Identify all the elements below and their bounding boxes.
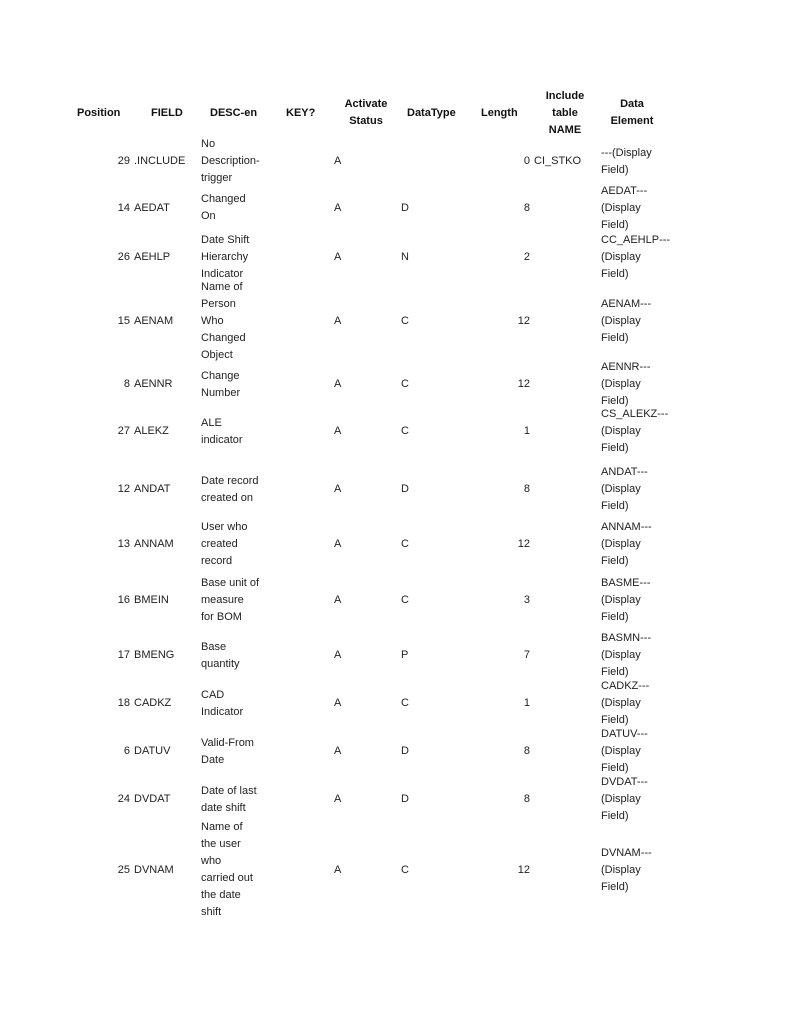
desc-line: Date record xyxy=(201,474,259,487)
element-line: Field) xyxy=(601,163,629,176)
element-cell xyxy=(601,774,681,825)
field-cell xyxy=(134,726,196,777)
header-include-line-1: Include xyxy=(545,90,585,102)
desc-line: Date of last xyxy=(201,784,257,797)
element-cell xyxy=(601,279,681,364)
desc-line: indicator xyxy=(201,433,243,446)
position-text: 8 xyxy=(123,378,130,390)
element-line: CADKZ--- xyxy=(601,680,650,692)
desc-line: the user xyxy=(201,838,241,850)
element-line: (Display xyxy=(601,251,641,263)
length-cell xyxy=(480,678,530,729)
desc-line: Changed xyxy=(201,332,246,344)
length-text: 8 xyxy=(523,483,530,495)
datatype-text: D xyxy=(401,793,409,805)
element-line: (Display xyxy=(601,649,641,661)
element-line: (Display xyxy=(601,378,641,390)
position-cell xyxy=(100,575,130,626)
length-cell xyxy=(480,774,530,825)
desc-line: Who xyxy=(201,315,224,327)
activate-cell xyxy=(334,519,354,570)
position-text: 25 xyxy=(117,863,130,876)
element-cell xyxy=(601,359,681,410)
position-cell xyxy=(100,279,130,364)
table-row xyxy=(0,630,791,681)
element-line: Field) xyxy=(601,395,629,407)
header-data-element xyxy=(602,96,662,130)
table-row xyxy=(0,406,791,457)
field-cell xyxy=(134,575,196,626)
datatype-text: C xyxy=(401,697,409,709)
length-text: 8 xyxy=(523,793,530,805)
include-cell xyxy=(534,819,594,921)
element-line: AENAM--- xyxy=(601,298,652,310)
include-cell xyxy=(534,726,594,777)
desc-line: Name of xyxy=(201,821,243,833)
desc-line: Person xyxy=(201,298,236,310)
include-cell xyxy=(534,575,594,626)
header-element-line-1: Data xyxy=(620,98,644,110)
activate-cell xyxy=(334,136,354,187)
activate-cell xyxy=(334,359,354,410)
table-row xyxy=(0,184,791,231)
element-line: Field) xyxy=(601,762,629,774)
position-text: 6 xyxy=(123,745,130,757)
element-line: AENNR--- xyxy=(601,361,651,373)
element-cell xyxy=(601,232,681,283)
datatype-cell xyxy=(401,678,421,729)
include-cell xyxy=(534,678,594,729)
element-line: DATUV--- xyxy=(601,728,648,740)
desc-line: Indicator xyxy=(201,268,244,280)
position-cell xyxy=(100,774,130,825)
desc-line: ALE xyxy=(201,416,222,429)
datatype-cell xyxy=(401,519,421,570)
desc-line: Name of xyxy=(201,281,243,293)
table-row xyxy=(0,678,791,729)
include-cell xyxy=(534,359,594,410)
desc-line: Date Shift xyxy=(201,234,250,246)
length-text: 8 xyxy=(523,201,530,214)
position-cell xyxy=(100,136,130,187)
position-text: 24 xyxy=(117,793,130,805)
element-line: BASMN--- xyxy=(601,632,652,644)
desc-line: Indicator xyxy=(201,705,244,718)
element-line: Field) xyxy=(601,442,629,454)
position-text: 16 xyxy=(117,594,130,606)
field-text: ANDAT xyxy=(134,483,171,495)
length-cell xyxy=(480,406,530,457)
activate-cell xyxy=(334,575,354,626)
datatype-text: P xyxy=(401,649,409,661)
position-text: 26 xyxy=(117,251,130,263)
position-cell xyxy=(100,678,130,729)
field-cell xyxy=(134,519,196,570)
field-cell xyxy=(134,678,196,729)
element-line: Field) xyxy=(601,810,629,822)
position-cell xyxy=(100,232,130,283)
desc-line: Base xyxy=(201,640,227,653)
field-cell xyxy=(134,136,196,187)
desc-line: for BOM xyxy=(201,611,242,623)
position-cell xyxy=(100,406,130,457)
include-cell xyxy=(534,630,594,681)
desc-cell xyxy=(201,232,273,283)
element-cell xyxy=(601,575,681,626)
table-row xyxy=(0,519,791,570)
include-text: CI_STKO xyxy=(534,155,582,167)
include-cell xyxy=(534,464,594,515)
datatype-text: N xyxy=(401,251,409,263)
desc-line: No xyxy=(201,138,216,150)
table-row xyxy=(0,359,791,410)
include-cell xyxy=(534,136,594,187)
activate-text: A xyxy=(334,155,342,167)
desc-line: the date xyxy=(201,889,241,901)
length-cell xyxy=(480,464,530,515)
datatype-cell xyxy=(401,726,421,777)
header-length: Length xyxy=(481,107,518,119)
element-line: (Display xyxy=(601,425,641,437)
activate-text: A xyxy=(334,378,342,390)
table-row xyxy=(0,774,791,825)
length-cell xyxy=(480,575,530,626)
desc-line: created xyxy=(201,538,238,550)
activate-text: A xyxy=(334,863,342,876)
element-cell xyxy=(601,726,681,777)
table-row xyxy=(0,232,791,283)
desc-cell xyxy=(201,136,273,187)
datatype-cell xyxy=(401,819,421,921)
position-cell xyxy=(100,464,130,515)
position-text: 17 xyxy=(117,649,130,661)
length-cell xyxy=(480,726,530,777)
datatype-text: C xyxy=(401,378,409,390)
activate-cell xyxy=(334,232,354,283)
length-text: 12 xyxy=(517,378,530,390)
element-cell xyxy=(601,678,681,729)
activate-text: A xyxy=(334,793,342,805)
field-cell xyxy=(134,279,196,364)
field-cell xyxy=(134,819,196,921)
position-cell xyxy=(100,630,130,681)
length-text: 2 xyxy=(523,251,530,263)
field-text: DVDAT xyxy=(134,793,171,805)
field-text: BMEIN xyxy=(134,594,169,606)
element-line: (Display xyxy=(601,745,641,757)
header-include-table xyxy=(535,88,595,139)
activate-cell xyxy=(334,630,354,681)
field-text: AENAM xyxy=(134,315,174,327)
activate-text: A xyxy=(334,251,342,263)
length-cell xyxy=(480,279,530,364)
header-desc: DESC-en xyxy=(210,107,258,119)
header-datatype: DataType xyxy=(407,107,456,119)
field-text: .INCLUDE xyxy=(134,155,186,167)
element-cell xyxy=(601,464,681,515)
length-cell xyxy=(480,136,530,187)
element-line: Field) xyxy=(601,332,629,344)
desc-cell xyxy=(201,359,273,410)
activate-cell xyxy=(334,726,354,777)
desc-cell xyxy=(201,191,273,225)
desc-line: Valid-From xyxy=(201,736,254,749)
length-cell xyxy=(480,232,530,283)
element-line: ANNAM--- xyxy=(601,521,652,533)
activate-cell xyxy=(334,406,354,457)
desc-line: Changed xyxy=(201,193,246,205)
header-include-line-2: table xyxy=(552,107,578,119)
element-line: (Display xyxy=(601,697,641,709)
element-cell xyxy=(601,136,681,187)
element-line: DVDAT--- xyxy=(601,776,648,788)
header-activate-status xyxy=(336,96,396,130)
desc-cell xyxy=(201,678,273,729)
activate-text: A xyxy=(334,538,342,550)
desc-line: On xyxy=(201,210,216,222)
desc-line: measure xyxy=(201,594,244,606)
element-cell xyxy=(601,406,681,457)
field-text: AEHLP xyxy=(134,251,171,263)
activate-text: A xyxy=(334,594,342,606)
datatype-cell xyxy=(401,774,421,825)
header-position: Position xyxy=(77,107,121,119)
include-cell xyxy=(534,279,594,364)
include-cell xyxy=(534,191,594,225)
element-line: DVNAM--- xyxy=(601,846,652,859)
length-cell xyxy=(480,359,530,410)
desc-line: Base unit of xyxy=(201,577,260,589)
length-cell xyxy=(480,819,530,921)
element-line: AEDAT--- xyxy=(601,184,648,197)
field-cell xyxy=(134,774,196,825)
desc-cell xyxy=(201,406,273,457)
position-cell xyxy=(100,819,130,921)
activate-text: A xyxy=(334,315,342,327)
element-line: Field) xyxy=(601,555,629,567)
element-line: Field) xyxy=(601,268,629,280)
desc-cell xyxy=(201,279,273,364)
desc-line: shift xyxy=(201,906,222,918)
field-text: CADKZ xyxy=(134,697,172,709)
desc-cell xyxy=(201,630,273,681)
activate-text: A xyxy=(334,697,342,709)
activate-cell xyxy=(334,678,354,729)
length-cell xyxy=(480,630,530,681)
include-cell xyxy=(534,406,594,457)
datatype-cell xyxy=(401,359,421,410)
element-line: CC_AEHLP--- xyxy=(601,234,671,246)
position-text: 29 xyxy=(117,155,130,167)
position-text: 12 xyxy=(117,483,130,495)
table-row xyxy=(0,726,791,777)
field-cell xyxy=(134,232,196,283)
length-cell xyxy=(480,191,530,225)
datatype-text: D xyxy=(401,745,409,757)
datatype-cell xyxy=(401,279,421,364)
element-line: (Display xyxy=(601,201,641,214)
desc-cell xyxy=(201,464,273,515)
desc-cell xyxy=(201,575,273,626)
element-line: (Display xyxy=(601,594,641,606)
field-text: ANNAM xyxy=(134,538,174,550)
position-cell xyxy=(100,726,130,777)
desc-cell xyxy=(201,726,273,777)
desc-cell xyxy=(201,819,273,921)
position-cell xyxy=(100,191,130,225)
desc-line: Change xyxy=(201,369,240,382)
position-text: 27 xyxy=(117,425,130,437)
element-cell xyxy=(601,819,681,921)
datatype-cell xyxy=(401,630,421,681)
header-key: KEY? xyxy=(286,107,316,119)
datatype-cell xyxy=(401,232,421,283)
header-activate-line-2: Status xyxy=(349,115,383,127)
length-text: 12 xyxy=(517,538,530,550)
element-cell xyxy=(601,630,681,681)
table-row xyxy=(0,136,791,187)
datatype-text: C xyxy=(401,863,409,876)
element-line: (Display xyxy=(601,538,641,550)
desc-line: User who xyxy=(201,521,248,533)
element-line: (Display xyxy=(601,315,641,327)
element-line: Field) xyxy=(601,714,629,726)
datatype-text: D xyxy=(401,483,409,495)
element-line: (Display xyxy=(601,483,641,495)
desc-line: Description- xyxy=(201,155,260,167)
field-text: DVNAM xyxy=(134,863,174,876)
datatype-text: C xyxy=(401,425,409,437)
datatype-text: D xyxy=(401,201,409,214)
element-line: (Display xyxy=(601,863,641,876)
length-text: 8 xyxy=(523,745,530,757)
element-line: Field) xyxy=(601,218,629,231)
desc-line: quantity xyxy=(201,657,240,670)
desc-line: who xyxy=(201,855,222,867)
desc-line: CAD xyxy=(201,688,225,701)
length-text: 1 xyxy=(523,425,530,437)
element-line: Field) xyxy=(601,666,629,678)
element-cell xyxy=(601,519,681,570)
position-text: 13 xyxy=(117,538,130,550)
length-cell xyxy=(480,519,530,570)
element-line: Field) xyxy=(601,500,629,512)
datatype-text: C xyxy=(401,538,409,550)
header-activate-line-1: Activate xyxy=(344,98,388,110)
field-cell xyxy=(134,464,196,515)
desc-line: created on xyxy=(201,491,253,504)
datatype-cell xyxy=(401,575,421,626)
desc-line: Number xyxy=(201,386,241,399)
desc-cell xyxy=(201,519,273,570)
table-row xyxy=(0,279,791,364)
element-cell xyxy=(601,184,681,231)
header-element-line-2: Element xyxy=(610,115,654,127)
field-cell xyxy=(134,406,196,457)
element-line: ANDAT--- xyxy=(601,466,648,478)
header-include-line-3: NAME xyxy=(548,124,582,136)
desc-line: carried out xyxy=(201,872,253,884)
field-text: DATUV xyxy=(134,745,171,757)
activate-cell xyxy=(334,191,354,225)
desc-cell xyxy=(201,774,273,825)
include-cell xyxy=(534,519,594,570)
desc-line: Date xyxy=(201,753,225,766)
activate-text: A xyxy=(334,201,342,214)
length-text: 7 xyxy=(523,649,530,661)
activate-cell xyxy=(334,819,354,921)
length-text: 0 xyxy=(523,155,530,167)
length-text: 3 xyxy=(523,594,530,606)
table-row xyxy=(0,464,791,515)
element-line: (Display xyxy=(601,793,641,805)
desc-line: date shift xyxy=(201,801,246,814)
desc-line: Hierarchy xyxy=(201,251,249,263)
datatype-cell xyxy=(401,464,421,515)
datatype-cell xyxy=(401,136,421,187)
activate-cell xyxy=(334,464,354,515)
element-line: Field) xyxy=(601,611,629,623)
field-text: AENNR xyxy=(134,378,173,390)
activate-text: A xyxy=(334,745,342,757)
element-line: CS_ALEKZ--- xyxy=(601,408,669,420)
field-text: BMENG xyxy=(134,649,175,661)
desc-line: record xyxy=(201,555,233,567)
field-text: AEDAT xyxy=(134,201,170,214)
activate-text: A xyxy=(334,483,342,495)
element-line: ---(Display xyxy=(601,146,652,159)
length-text: 1 xyxy=(523,697,530,709)
position-cell xyxy=(100,359,130,410)
position-text: 15 xyxy=(117,315,130,327)
desc-line: Object xyxy=(201,349,233,361)
include-cell xyxy=(534,232,594,283)
datatype-text: C xyxy=(401,594,409,606)
table-row xyxy=(0,819,791,921)
datatype-text: C xyxy=(401,315,409,327)
length-text: 12 xyxy=(517,863,530,876)
datatype-cell xyxy=(401,406,421,457)
element-line: BASME--- xyxy=(601,577,651,589)
include-cell xyxy=(534,774,594,825)
datatype-cell xyxy=(401,191,421,225)
field-cell xyxy=(134,630,196,681)
field-text: ALEKZ xyxy=(134,425,169,437)
table-row xyxy=(0,575,791,626)
desc-line: trigger xyxy=(201,172,233,184)
header-field: FIELD xyxy=(151,107,183,119)
element-line: Field) xyxy=(601,880,629,893)
field-cell xyxy=(134,191,196,225)
position-text: 14 xyxy=(117,201,130,214)
position-text: 18 xyxy=(117,697,130,709)
activate-cell xyxy=(334,774,354,825)
position-cell xyxy=(100,519,130,570)
activate-cell xyxy=(334,279,354,364)
activate-text: A xyxy=(334,425,342,437)
length-text: 12 xyxy=(517,315,530,327)
field-cell xyxy=(134,359,196,410)
activate-text: A xyxy=(334,649,342,661)
